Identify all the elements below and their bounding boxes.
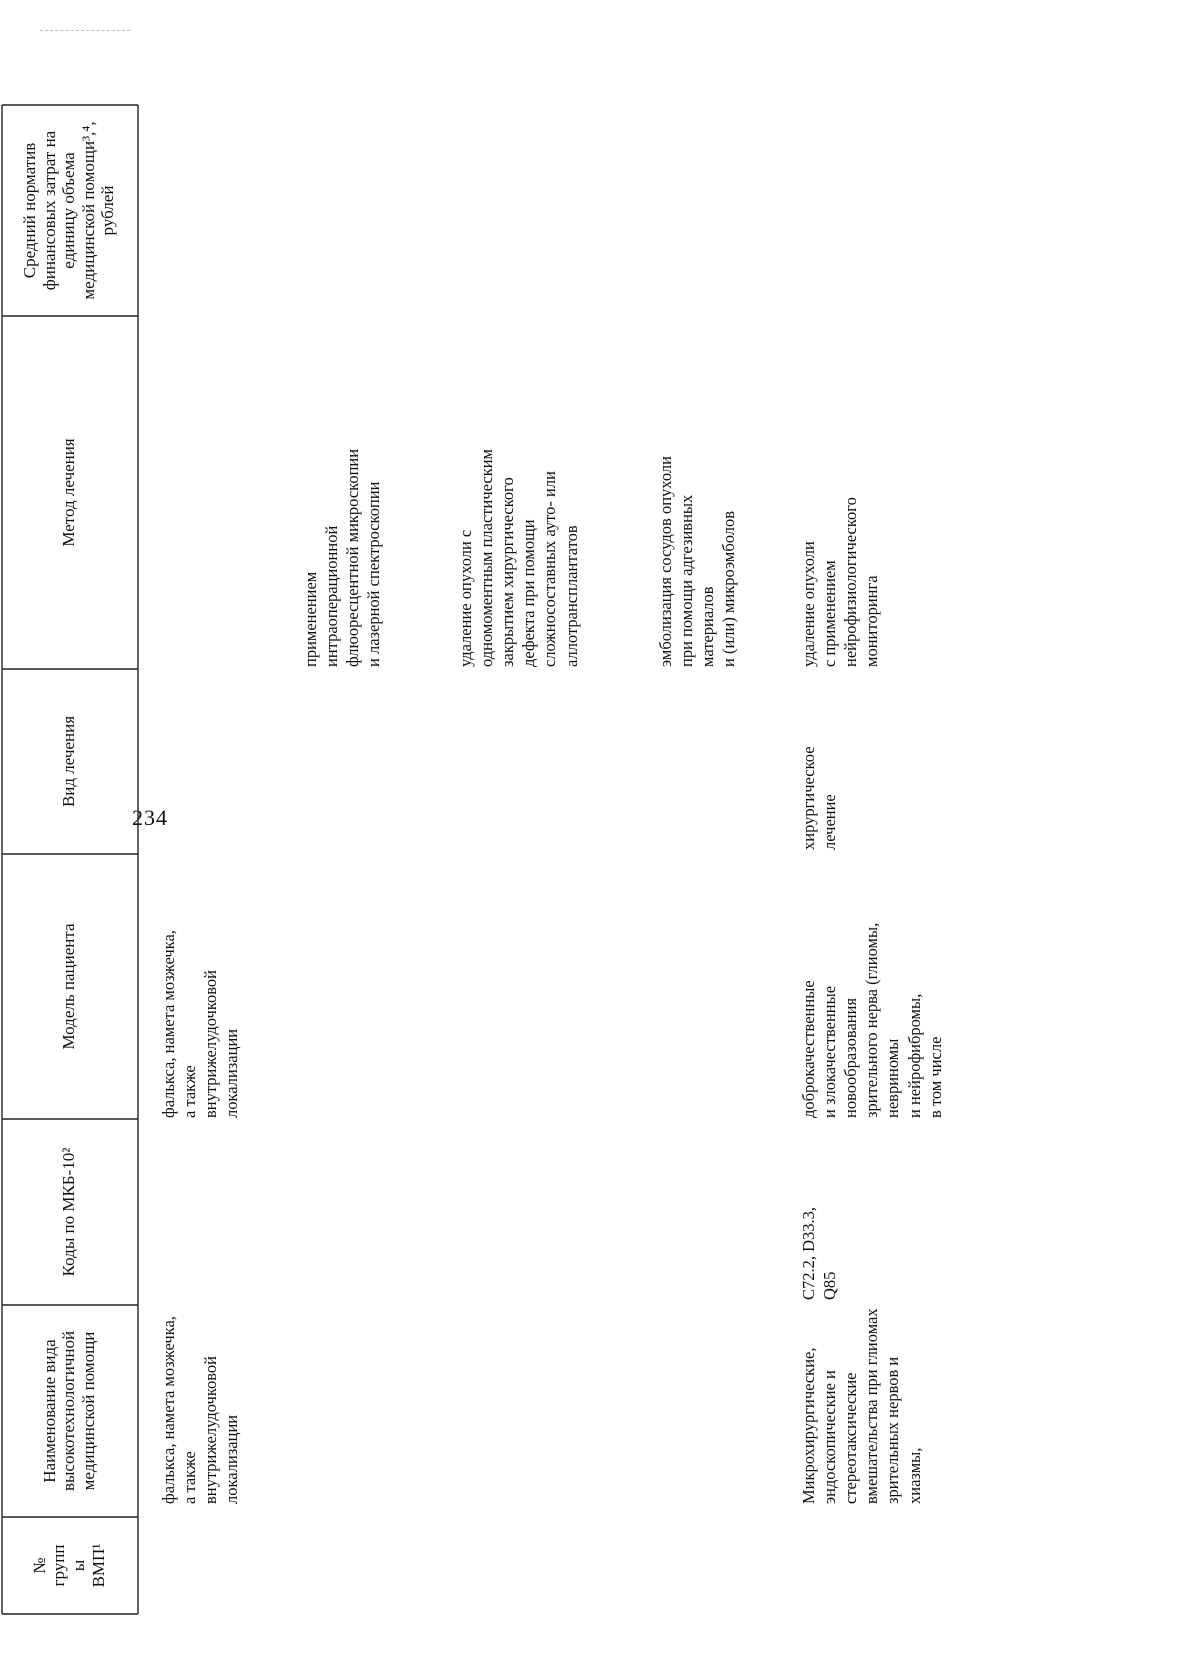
- header-group-number: № групп ы ВМП¹: [29, 1543, 108, 1588]
- table-cell-name: Микрохирургические, эндоскопические и стереотаксические вмешательства при глиомах зрительных нервов и хиазмы,: [799, 1308, 924, 1504]
- table-cell-method: удаление опухоли с применением нейрофизиологического мониторинга: [799, 497, 882, 667]
- table-cell-treatment-type: хирургическое лечение: [799, 746, 840, 850]
- header-care-type-name: Наименование вида высокотехнологичной медицинской помощи: [39, 1330, 98, 1492]
- header-treatment-method: Метод лечения: [59, 438, 79, 547]
- header-average-cost: Средний норматив финансовых затрат на единицу объема медицинской помощи³,⁴, рублей: [20, 121, 118, 300]
- header-patient-model: Модель пациента: [59, 923, 79, 1050]
- header-treatment-type: Вид лечения: [59, 715, 79, 808]
- scan-edge-mark: [40, 28, 130, 31]
- table-cell-name: фалькса, намета мозжечка, а также внутрижелудочковой локализации: [159, 1316, 242, 1504]
- table-cell-model: фалькса, намета мозжечка, а также внутрижелудочковой локализации: [159, 930, 242, 1118]
- table-cell-codes: C72.2, D33.3, Q85: [799, 1206, 840, 1300]
- table-cell-method: эмболизация сосудов опухоли при помощи адгезивных материалов и (или) микроэмболов: [656, 456, 739, 667]
- header-icd-codes: Коды по МКБ-10²: [59, 1147, 79, 1277]
- page-number: 234: [132, 805, 168, 830]
- table-cell-method: применением интраоперационной флюоресцентной микроскопии и лазерной спектроскопии: [301, 448, 384, 667]
- table-cell-method: удаление опухоли с одномоментным пластическим закрытием хирургического дефекта при помощи сложносоставных ауто- или аллотрансплантатов: [456, 449, 581, 667]
- table-cell-model: доброкачественные и злокачественные новообразования зрительного нерва (глиомы, невриномы и нейрофибромы, в том числе: [799, 922, 945, 1118]
